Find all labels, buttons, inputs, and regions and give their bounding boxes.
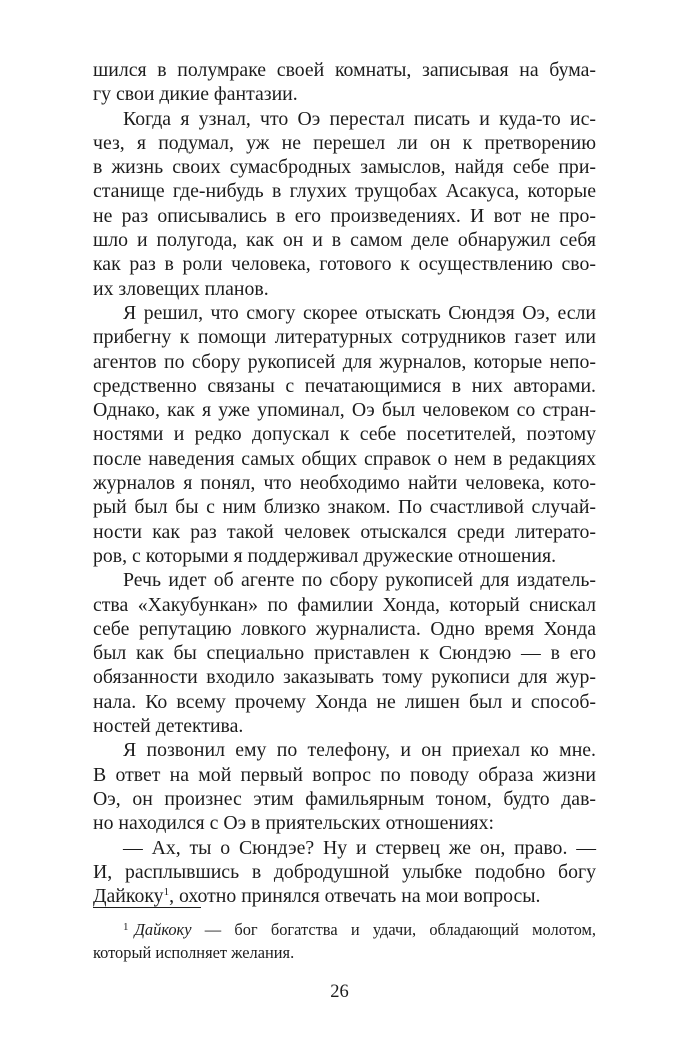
text-line: обязанности входило заказывать тому рукописи для жур- <box>93 666 596 689</box>
footnote-line <box>93 918 596 941</box>
text-line: средственно связаны с печатающимися в них авторами. <box>93 374 596 397</box>
text-line: ностей детектива. <box>93 715 244 738</box>
text-line: ров, с которыми я поддерживал дружеские отношения. <box>93 544 557 567</box>
footnote-line: который исполняет желания. <box>93 943 295 962</box>
text-line: В ответ на мой первый вопрос по поводу образа жизни <box>93 763 596 786</box>
text-line: не раз описывались в его произведениях. И вот не про- <box>93 204 596 227</box>
text-line: Однако, как я уже упоминал, Оэ был человеком со стран- <box>93 399 596 422</box>
text-line: станище где-нибудь в глухих трущобах Асакуса, которые <box>93 180 596 203</box>
text-line: нала. Ко всему прочему Хонда не лишен был и способ- <box>93 690 596 713</box>
dialogue-line: — Ах, ты о Сюндэе? Ну и стервец же он, право. — <box>123 836 596 859</box>
footnote-separator <box>93 907 201 908</box>
paragraph-start-line: Я позвонил ему по телефону, и он приехал ко мне. <box>123 739 596 762</box>
text-line: чез, я подумал, уж не перешел ли он к претворению <box>93 131 596 154</box>
text-line: гу свои дикие фантазии. <box>93 83 298 106</box>
line-tail: , охотно принялся отвечать на мои вопросы. <box>169 885 541 908</box>
text-line: в жизнь своих сумасбродных замыслов, найдя себе при- <box>93 156 596 179</box>
text-line: был как бы специально приставлен к Сюндэю — в его <box>93 642 596 665</box>
text-line: шло и полугода, как он и в самом деле обнаружил себя <box>93 229 596 252</box>
text-line: шился в полумраке своей комнаты, записывая на бума- <box>93 59 596 81</box>
text-line: после наведения самых общих справок о нем в редакциях <box>93 447 596 470</box>
footnote-definition: — бог богатства и удачи, обладающий молотом, <box>191 920 596 939</box>
text-line: Оэ, он произнес этим фамильярным тоном, будто дав- <box>93 787 596 810</box>
footnote-reference[interactable]: 1 <box>163 886 170 899</box>
text-line: но находился с Оэ в приятельских отношениях: <box>93 812 495 835</box>
paragraph-start-line: Я решил, что смогу скорее отыскать Сюндэя Оэ, если <box>123 301 596 324</box>
deity-name: Дайкоку <box>93 885 164 908</box>
footnote-term: Дайкоку <box>134 920 192 939</box>
paragraph-start-line: Когда я узнал, что Оэ перестал писать и куда-то ис- <box>123 107 596 130</box>
text-line: их зловещих планов. <box>93 277 269 300</box>
paragraph-start-line: Речь идет об агенте по сбору рукописей для издатель- <box>123 569 596 592</box>
text-line: агентов по сбору рукописей для журналов, которые непо- <box>93 350 596 373</box>
text-line: ства «Хакубункан» по фамилии Хонда, который снискал <box>93 593 596 616</box>
text-line: рый был бы с ним близко знаком. По счастливой случай- <box>93 496 596 519</box>
text-line: себе репутацию ловкого журналиста. Одно время Хонда <box>93 617 596 640</box>
text-line: ности как раз такой человек отыскался среди литерато- <box>93 520 596 543</box>
main-text <box>93 58 596 908</box>
text-line: как раз в роли человека, готового к осуществлению сво- <box>93 253 596 276</box>
text-line: журналов я понял, что необходимо найти человека, кото- <box>93 472 596 495</box>
footnote-marker: 1 <box>123 921 129 933</box>
text-line: И, расплывшись в добродушной улыбке подобно богу <box>93 860 596 883</box>
footnote <box>93 918 596 964</box>
text-line: ностями и редко допускал к себе посетителей, поэтому <box>93 423 596 446</box>
page-number: 26 <box>330 982 349 1002</box>
text-line: прибегну к помощи литературных сотрудников газет или <box>93 326 596 349</box>
text-line-with-footnote-ref <box>93 884 596 908</box>
